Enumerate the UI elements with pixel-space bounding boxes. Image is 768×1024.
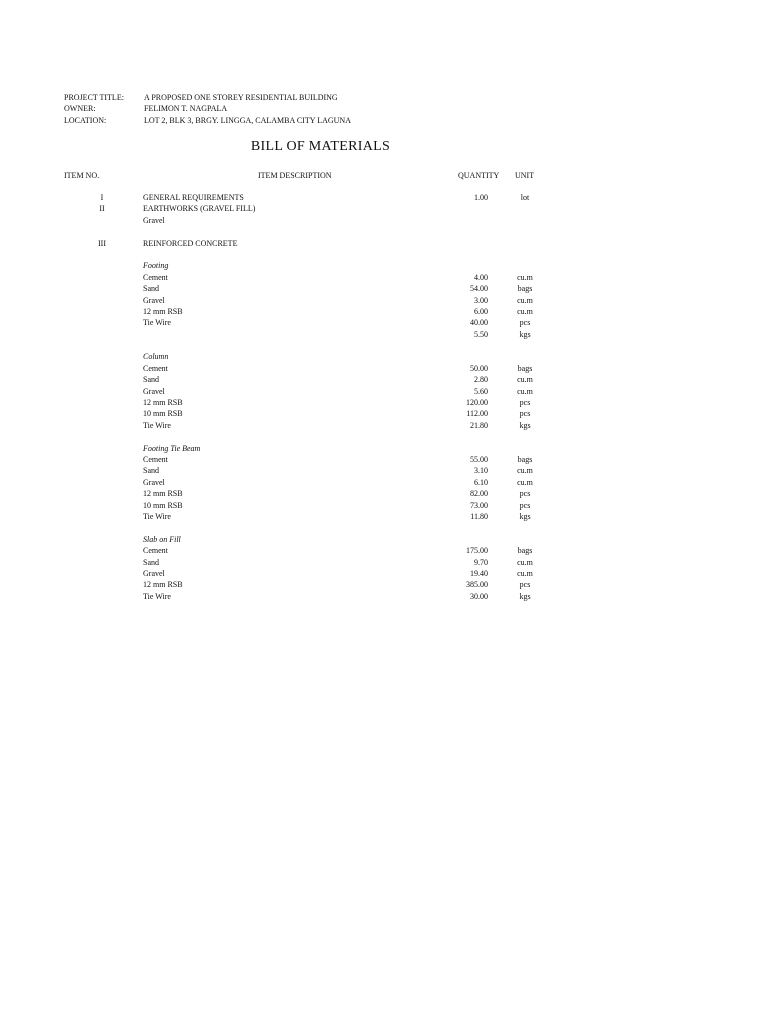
owner-label: OWNER:	[64, 104, 96, 114]
unit-cell: cu.m	[517, 386, 533, 396]
unit-cell: pcs	[519, 318, 531, 328]
table-row	[0, 238, 768, 249]
table-row	[0, 568, 768, 579]
project-title-value: A PROPOSED ONE STOREY RESIDENTIAL BUILDING	[144, 93, 338, 102]
item-no-cell: III	[98, 238, 106, 248]
column-header-description: ITEM DESCRIPTION	[258, 171, 332, 180]
quantity-cell: 2.80	[474, 375, 488, 385]
unit-cell: cu.m	[517, 295, 533, 305]
column-header-quantity: QUANTITY	[458, 171, 500, 180]
quantity-cell: 19.40	[470, 568, 488, 578]
description-cell: 10 mm RSB	[143, 500, 183, 510]
table-row	[0, 488, 768, 499]
location-label: LOCATION:	[64, 115, 107, 125]
description-cell: Gravel	[143, 295, 165, 305]
description-cell: Sand	[143, 375, 159, 385]
quantity-cell: 73.00	[470, 500, 488, 510]
project-info	[64, 92, 351, 126]
description-cell: Slab on Fill	[143, 534, 181, 544]
table-row	[0, 374, 768, 385]
table-row	[0, 351, 768, 362]
unit-cell: pcs	[519, 580, 531, 590]
project-title-label: PROJECT TITLE:	[64, 93, 124, 102]
table-row	[0, 443, 768, 454]
table-row	[0, 306, 768, 317]
table-row	[0, 511, 768, 522]
description-cell: Sand	[143, 284, 159, 294]
unit-cell: pcs	[519, 398, 531, 408]
table-row	[0, 260, 768, 271]
table-row	[0, 283, 768, 294]
description-cell: REINFORCED CONCRETE	[143, 238, 238, 248]
unit-cell: kgs	[519, 511, 531, 521]
quantity-cell: 5.60	[474, 386, 488, 396]
description-cell: Gravel	[143, 568, 165, 578]
table-row	[0, 317, 768, 328]
table-row	[0, 329, 768, 340]
quantity-cell: 82.00	[470, 489, 488, 499]
unit-cell: pcs	[519, 489, 531, 499]
quantity-cell: 54.00	[470, 284, 488, 294]
description-cell: EARTHWORKS (GRAVEL FILL)	[143, 204, 256, 214]
quantity-cell: 385.00	[466, 580, 488, 590]
description-cell: Tie Wire	[143, 511, 171, 521]
owner-value: FELIMON T. NAGPALA	[144, 104, 228, 114]
table-row	[0, 557, 768, 568]
unit-cell: cu.m	[517, 557, 533, 567]
quantity-cell: 120.00	[466, 398, 488, 408]
table-row	[0, 215, 768, 226]
description-cell: Footing	[143, 261, 169, 271]
quantity-cell: 175.00	[466, 546, 488, 556]
description-cell: 10 mm RSB	[143, 409, 183, 419]
description-cell: Tie Wire	[143, 591, 171, 601]
unit-cell: kgs	[519, 420, 531, 430]
table-row	[0, 534, 768, 545]
row-spacer	[0, 522, 768, 533]
description-cell: Gravel	[143, 215, 165, 225]
table-row	[0, 579, 768, 590]
row-spacer	[0, 431, 768, 442]
location-value: LOT 2, BLK 3, BRGY. LINGGA, CALAMBA CITY LAGUNA	[144, 115, 351, 125]
description-cell: Gravel	[143, 477, 165, 487]
description-cell: 12 mm RSB	[143, 306, 183, 316]
unit-cell: bags	[517, 363, 533, 373]
table-row	[0, 386, 768, 397]
table-row	[0, 465, 768, 476]
description-cell: Gravel	[143, 386, 165, 396]
table-row	[0, 545, 768, 556]
page-title: BILL OF MATERIALS	[250, 139, 391, 154]
unit-cell: bags	[517, 284, 533, 294]
description-cell: Sand	[143, 466, 159, 476]
quantity-cell: 112.00	[466, 409, 488, 419]
table-row	[0, 454, 768, 465]
table-row	[0, 192, 768, 203]
table-row	[0, 591, 768, 602]
quantity-cell: 50.00	[470, 363, 488, 373]
quantity-cell: 6.10	[474, 477, 488, 487]
table-row	[0, 500, 768, 511]
row-spacer	[0, 249, 768, 260]
quantity-cell: 21.80	[470, 420, 488, 430]
description-cell: Cement	[143, 363, 168, 373]
description-cell: Column	[143, 352, 169, 362]
column-header-unit: UNIT	[515, 171, 535, 180]
table-row	[0, 363, 768, 374]
unit-cell: bags	[517, 454, 533, 464]
unit-cell: bags	[517, 546, 533, 556]
quantity-cell: 30.00	[470, 591, 488, 601]
quantity-cell: 3.00	[474, 295, 488, 305]
table-row	[0, 203, 768, 214]
unit-cell: cu.m	[517, 477, 533, 487]
table-row	[0, 295, 768, 306]
table-row	[0, 272, 768, 283]
description-cell: 12 mm RSB	[143, 398, 183, 408]
description-cell: Cement	[143, 546, 168, 556]
description-cell: GENERAL REQUIREMENTS	[143, 193, 244, 202]
description-cell: Sand	[143, 557, 159, 567]
table-row	[0, 397, 768, 408]
description-cell: Tie Wire	[143, 318, 171, 328]
unit-cell: cu.m	[517, 466, 533, 476]
unit-cell: pcs	[519, 500, 531, 510]
row-spacer	[0, 226, 768, 237]
quantity-cell: 5.50	[474, 329, 488, 339]
project-title-row	[64, 92, 351, 103]
quantity-cell: 9.70	[474, 557, 488, 567]
unit-cell: cu.m	[517, 306, 533, 316]
description-cell: Cement	[143, 454, 168, 464]
row-spacer	[0, 340, 768, 351]
table-row	[0, 420, 768, 431]
unit-cell: lot	[520, 193, 530, 202]
column-header-item-no: ITEM NO.	[64, 171, 100, 180]
location-row	[64, 115, 351, 126]
table-row	[0, 408, 768, 419]
table-row	[0, 477, 768, 488]
unit-cell: cu.m	[517, 375, 533, 385]
description-cell: 12 mm RSB	[143, 580, 183, 590]
quantity-cell: 6.00	[474, 306, 488, 316]
quantity-cell: 40.00	[470, 318, 488, 328]
unit-cell: kgs	[519, 591, 531, 601]
quantity-cell: 3.10	[474, 466, 488, 476]
unit-cell: cu.m	[517, 272, 533, 282]
item-no-cell: I	[100, 193, 104, 202]
unit-cell: cu.m	[517, 568, 533, 578]
unit-cell: pcs	[519, 409, 531, 419]
materials-table	[0, 192, 768, 602]
owner-row	[64, 103, 351, 114]
description-cell: Tie Wire	[143, 420, 171, 430]
description-cell: 12 mm RSB	[143, 489, 183, 499]
item-no-cell: II	[99, 204, 105, 214]
description-cell: Cement	[143, 272, 168, 282]
quantity-cell: 11.80	[470, 511, 488, 521]
quantity-cell: 4.00	[474, 272, 488, 282]
unit-cell: kgs	[519, 329, 531, 339]
quantity-cell: 55.00	[470, 454, 488, 464]
description-cell: Footing Tie Beam	[143, 443, 201, 453]
quantity-cell: 1.00	[474, 193, 488, 202]
table-header	[0, 170, 768, 182]
